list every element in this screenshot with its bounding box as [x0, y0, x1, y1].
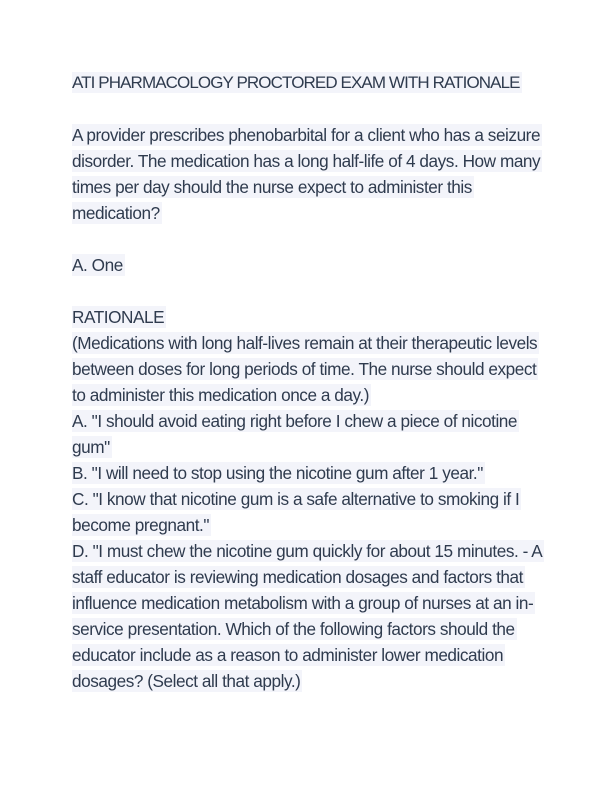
option-c: C. "I know that nicotine gum is a safe alternative to smoking if I become pregnant.": [72, 489, 520, 535]
question-text: A provider prescribes phenobarbital for a client who has a seizure disorder. The medication has a long half-life of 4 days. How many times per day should the nurse expect to administer this medication?: [72, 125, 541, 223]
option-a: A. "I should avoid eating right before I chew a piece of nicotine gum": [72, 411, 518, 457]
answer-text: A. One: [72, 255, 123, 275]
option-b: B. "I will need to stop using the nicotine gum after 1 year.": [72, 463, 483, 483]
option-d: D. "I must chew the nicotine gum quickly for about 15 minutes. - A staff educator is reviewing medication dosages and factors that influence medication metabolism with a group of nurses at an in-service presentation. Which of the following factors should the educator include as a reason to administer lower medication dosages? (Select all that apply.): [72, 541, 543, 691]
document-page: [72, 70, 544, 694]
document-title: ATI PHARMACOLOGY PROCTORED EXAM WITH RATIONALE: [72, 73, 520, 92]
rationale-heading: RATIONALE: [72, 307, 165, 327]
rationale-text: (Medications with long half-lives remain at their therapeutic levels between doses for long periods of time. The nurse should expect to administer this medication once a day.): [72, 333, 538, 405]
